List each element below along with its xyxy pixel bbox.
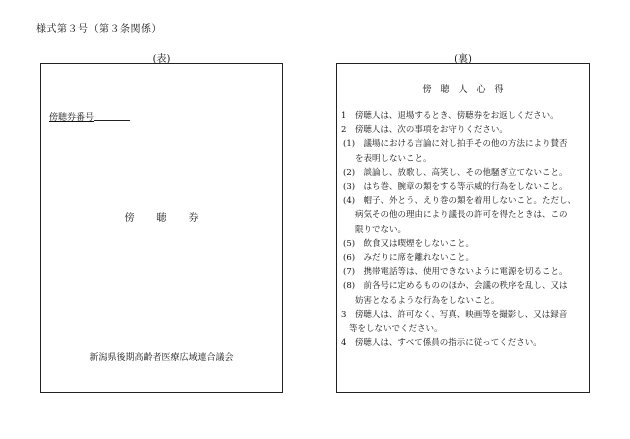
rule-line: (4) 帽子、外とう、えり巻の類を着用しないこと。ただし、 — [343, 196, 577, 207]
ticket-number-blank — [94, 120, 130, 121]
ticket-number-label: 傍聴券番号 — [49, 113, 95, 123]
rule-line: (2) 談論し、放歌し、高笑し、その他騒ぎ立てないこと。 — [343, 167, 568, 178]
rule-line: (7) 携帯電話等は、使用できないように電源を切ること。 — [343, 267, 568, 278]
ticket-back-panel — [336, 63, 590, 393]
rule-line: 等をしないでください。 — [349, 324, 443, 335]
rule-line: 限りでない。 — [355, 224, 407, 235]
rule-line: 4 傍聴人は、すべて係員の指示に従ってください。 — [341, 338, 542, 349]
rule-line: (6) みだりに席を離れないこと。 — [343, 253, 475, 264]
form-number-title: 様式第３号（第３条関係） — [36, 24, 162, 35]
ticket-front-panel — [40, 63, 283, 393]
ticket-number-field — [49, 110, 130, 123]
back-side-label: (裏) — [454, 54, 472, 65]
rules-heading: 傍聴人心得 — [422, 85, 513, 95]
rule-line: (1) 議場における言論に対し拍手その他の方法により賛否 — [343, 139, 568, 150]
rule-line: 病気その他の理由により議長の許可を得たときは、この — [355, 210, 568, 221]
ticket-title: 傍聴券 — [124, 213, 221, 224]
rule-line: 妨害となるような行為をしないこと。 — [355, 295, 500, 306]
rule-line: 1 傍聴人は、退場するとき、傍聴券をお返しください。 — [341, 111, 559, 121]
rules-list — [341, 109, 585, 350]
issuer-name: 新潟県後期高齢者医療広域連合議会 — [89, 353, 234, 363]
front-side-label: (表) — [152, 54, 171, 65]
rule-line: (8) 前各号に定めるもののほか、会議の秩序を乱し、又は — [343, 281, 568, 292]
rule-line: (5) 飲食又は喫煙をしないこと。 — [343, 238, 475, 249]
rule-line: 2 傍聴人は、次の事項をお守りください。 — [341, 125, 508, 136]
rule-line: を表明しないこと。 — [355, 153, 432, 164]
rule-line: (3) はち巻、腕章の類をする等示威的行為をしないこと。 — [343, 182, 568, 193]
rule-line: 3 傍聴人は、許可なく、写真、映画等を撮影し、又は録音 — [341, 309, 568, 320]
